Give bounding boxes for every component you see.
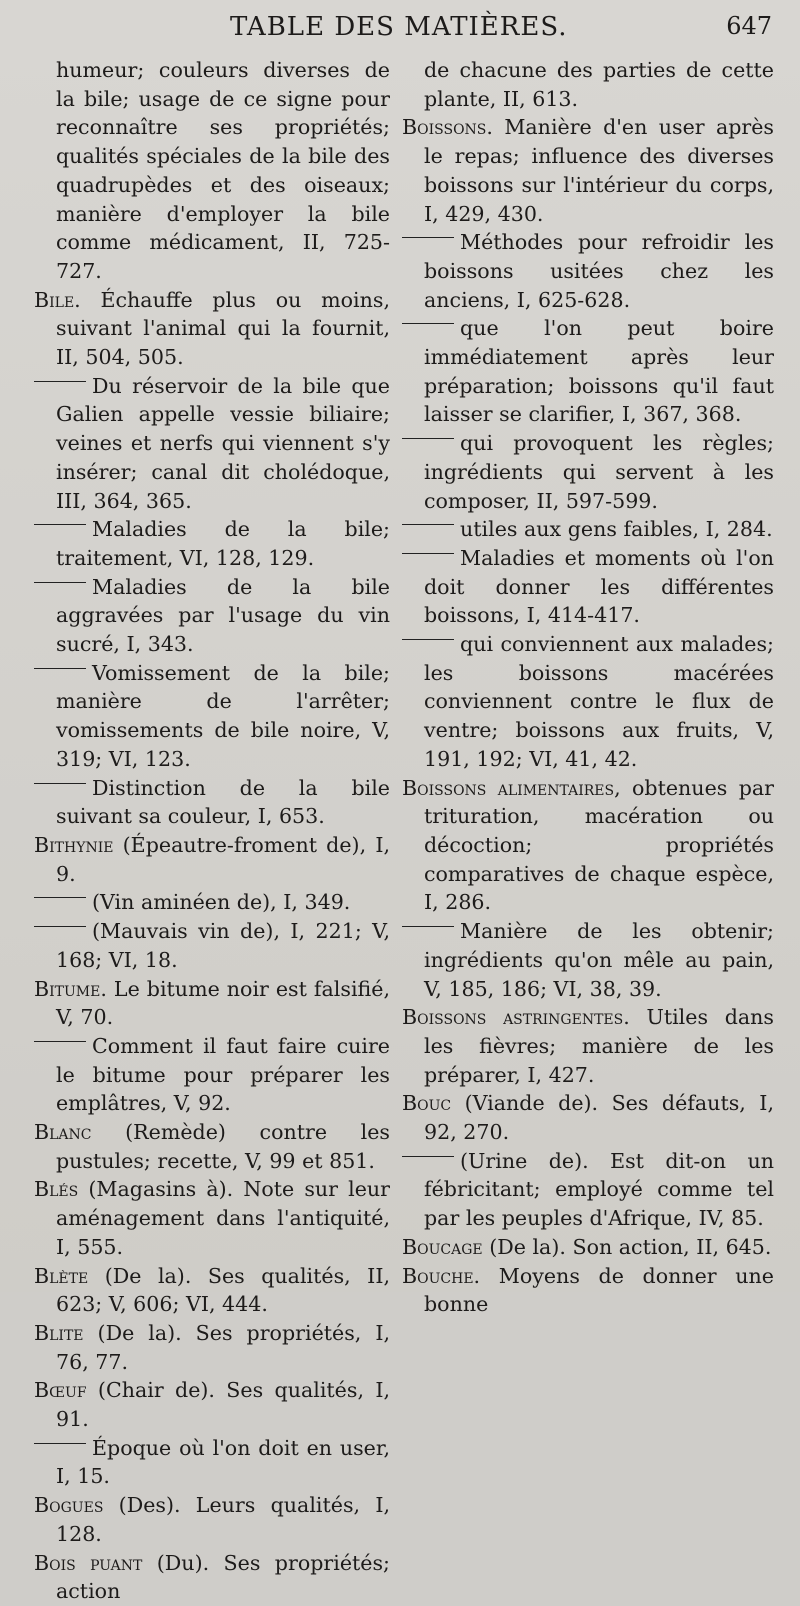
index-entry	[34, 917, 390, 974]
ditto-dash	[402, 323, 454, 324]
entry-text: Manière de les obtenir; ingrédients qu'on mêle au pain, V, 185, 186; VI, 38, 39.	[424, 919, 774, 1001]
entry-text: (Des). Leurs qualités, I, 128.	[56, 1493, 391, 1546]
index-entry	[34, 888, 390, 917]
entry-headword: Bouc	[402, 1091, 452, 1116]
entry-text: Maladies de la bile; traitement, VI, 128, 129.	[56, 517, 390, 570]
entry-text: (Viande de). Ses défauts, I, 92, 270.	[424, 1091, 774, 1145]
entry-text: (Urine de). Est dit-on un fébricitant; employé comme tel par les peuples d'Afrique, IV, 85.	[424, 1148, 774, 1231]
index-entry	[402, 228, 774, 314]
ditto-dash	[402, 237, 454, 238]
entry-headword: Boissons alimentaires,	[402, 775, 621, 800]
entry-text: Le bitume noir est falsifié, V, 70.	[56, 976, 390, 1030]
index-entry	[34, 1376, 390, 1433]
entry-text: qui provoquent les règles; ingrédients qui servent à les composer, II, 597-599.	[424, 431, 774, 513]
page-header	[0, 12, 800, 48]
index-entry	[402, 314, 774, 429]
index-column-left	[34, 56, 390, 1606]
entry-text: Époque où l'on doit en user, I, 15.	[56, 1435, 390, 1489]
entry-text: (De la). Ses qualités, II, 623; V, 606; VI, 444.	[56, 1263, 390, 1317]
ditto-dash	[402, 639, 454, 640]
entry-text: Manière d'en user après le repas; influence des diverses boissons sur l'intérieur du corps, I, 429, 430.	[424, 115, 775, 226]
entry-text: Maladies de la bile aggravées par l'usage du vin sucré, I, 343.	[56, 574, 390, 657]
entry-headword: Bitume.	[34, 976, 107, 1001]
index-entry	[402, 56, 774, 113]
index-entry	[34, 1175, 390, 1261]
ditto-dash	[402, 926, 454, 927]
index-entry	[34, 975, 390, 1032]
entry-headword: Boucage	[402, 1234, 483, 1259]
entry-text: (Du). Ses propriétés; action	[56, 1550, 390, 1604]
entry-headword: Boissons astringentes.	[402, 1005, 630, 1030]
index-entry	[34, 372, 390, 516]
entry-text: Du réservoir de la bile que Galien appelle vessie biliaire; veines et nerfs qui viennent s'y insérer; canal dit cholédoque, III, 364, 365.	[56, 373, 390, 513]
entry-headword: Bile.	[34, 287, 81, 312]
index-entry	[402, 113, 774, 228]
entry-headword: Bois puant	[34, 1550, 143, 1575]
index-entry	[34, 1032, 390, 1118]
ditto-dash	[402, 524, 454, 525]
index-entry	[34, 659, 390, 774]
ditto-dash	[34, 926, 86, 927]
index-entry	[34, 286, 390, 372]
entry-text: (Magasins à). Note sur leur aménagement dans l'antiquité, I, 555.	[56, 1177, 391, 1259]
ditto-dash	[34, 1041, 86, 1042]
entry-headword: Blés	[34, 1177, 79, 1202]
entry-text: (Chair de). Ses qualités, I, 91.	[56, 1378, 391, 1432]
entry-text: utiles aux gens faibles, I, 284.	[460, 517, 773, 542]
index-entry	[402, 1003, 774, 1089]
index-entry	[34, 1262, 390, 1319]
index-entry	[34, 515, 390, 572]
page-number: 647	[726, 12, 772, 40]
entry-headword: Bogues	[34, 1493, 104, 1518]
entry-text: que l'on peut boire immédiatement après leur préparation; boissons qu'il faut laisser se clarifier, I, 367, 368.	[424, 316, 774, 427]
ditto-dash	[402, 438, 454, 439]
index-entry	[402, 1233, 774, 1262]
entry-text: Distinction de la bile suivant sa couleur, I, 653.	[56, 775, 390, 829]
entry-text: (De la). Son action, II, 645.	[489, 1234, 772, 1259]
ditto-dash	[402, 1156, 454, 1157]
index-entry	[34, 1549, 390, 1606]
entry-text: (Épeautre-froment de), I, 9.	[56, 832, 390, 886]
index-entry	[34, 56, 390, 286]
running-title: TABLE DES MATIÈRES.	[230, 12, 568, 42]
entry-text: (Remède) contre les pustules; recette, V, 99 et 851.	[56, 1120, 390, 1173]
entry-text: Moyens de donner une bonne	[424, 1263, 774, 1317]
ditto-dash	[34, 668, 86, 669]
ditto-dash	[34, 524, 86, 525]
entry-headword: Blanc	[34, 1120, 92, 1145]
entry-headword: Blète	[34, 1263, 89, 1288]
entry-headword: Bœuf	[34, 1378, 87, 1403]
index-entry	[34, 774, 390, 831]
entry-text: Maladies et moments où l'on doit donner les différentes boissons, I, 414-417.	[424, 545, 774, 628]
entry-text: Utiles dans les fièvres; manière de les préparer, I, 427.	[424, 1005, 774, 1087]
ditto-dash	[34, 897, 86, 898]
index-entry	[402, 1089, 774, 1146]
entry-text: humeur; couleurs diverses de la bile; usage de ce signe pour reconnaître ses propriétés; qualités spéciales de la bile des quadrupèdes et des oiseaux; manière d'employer la bile comme médicament, II, 725-727.	[56, 58, 390, 283]
index-entry	[34, 573, 390, 659]
ditto-dash	[34, 582, 86, 583]
index-entry	[402, 917, 774, 1003]
entry-text: (Vin aminéen de), I, 349.	[92, 890, 351, 915]
entry-text: Comment il faut faire cuire le bitume pour préparer les emplâtres, V, 92.	[56, 1033, 390, 1116]
entry-headword: Blite	[34, 1320, 84, 1345]
ditto-dash	[34, 783, 86, 784]
entry-text: Échauffe plus ou moins, suivant l'animal qui la fournit, II, 504, 505.	[56, 287, 391, 370]
index-entry	[402, 1262, 774, 1319]
index-entry	[402, 630, 774, 774]
index-entry	[402, 515, 774, 544]
ditto-dash	[34, 1443, 86, 1444]
entry-text: (Mauvais vin de), I, 221; V, 168; VI, 18.	[56, 919, 390, 972]
entry-headword: Boissons.	[402, 115, 493, 140]
entry-text: Méthodes pour refroidir les boissons usitées chez les anciens, I, 625-628.	[424, 230, 774, 312]
entry-text: obtenues par trituration, macération ou décoction; propriétés comparatives de chaque espèce, I, 286.	[424, 775, 775, 915]
entry-text: de chacune des parties de cette plante, II, 613.	[424, 58, 774, 111]
entry-text: qui conviennent aux malades; les boissons macérées conviennent contre le flux de ventre; boissons aux fruits, V, 191, 192; VI, 41, 42.	[424, 632, 774, 771]
entry-text: (De la). Ses propriétés, I, 76, 77.	[56, 1320, 391, 1374]
index-entry	[34, 1118, 390, 1175]
entry-headword: Bouche.	[402, 1263, 481, 1288]
index-entry	[34, 1319, 390, 1376]
index-entry	[34, 831, 390, 888]
index-column-right	[402, 56, 774, 1319]
ditto-dash	[34, 381, 86, 382]
index-entry	[34, 1491, 390, 1548]
index-entry	[402, 774, 774, 918]
index-entry	[402, 544, 774, 630]
index-entry	[402, 1147, 774, 1233]
index-entry	[402, 429, 774, 515]
index-entry	[34, 1434, 390, 1491]
entry-headword: Bithynie	[34, 832, 114, 857]
entry-text: Vomissement de la bile; manière de l'arrêter; vomissements de bile noire, V, 319; VI, 123.	[56, 660, 390, 771]
ditto-dash	[402, 553, 454, 554]
